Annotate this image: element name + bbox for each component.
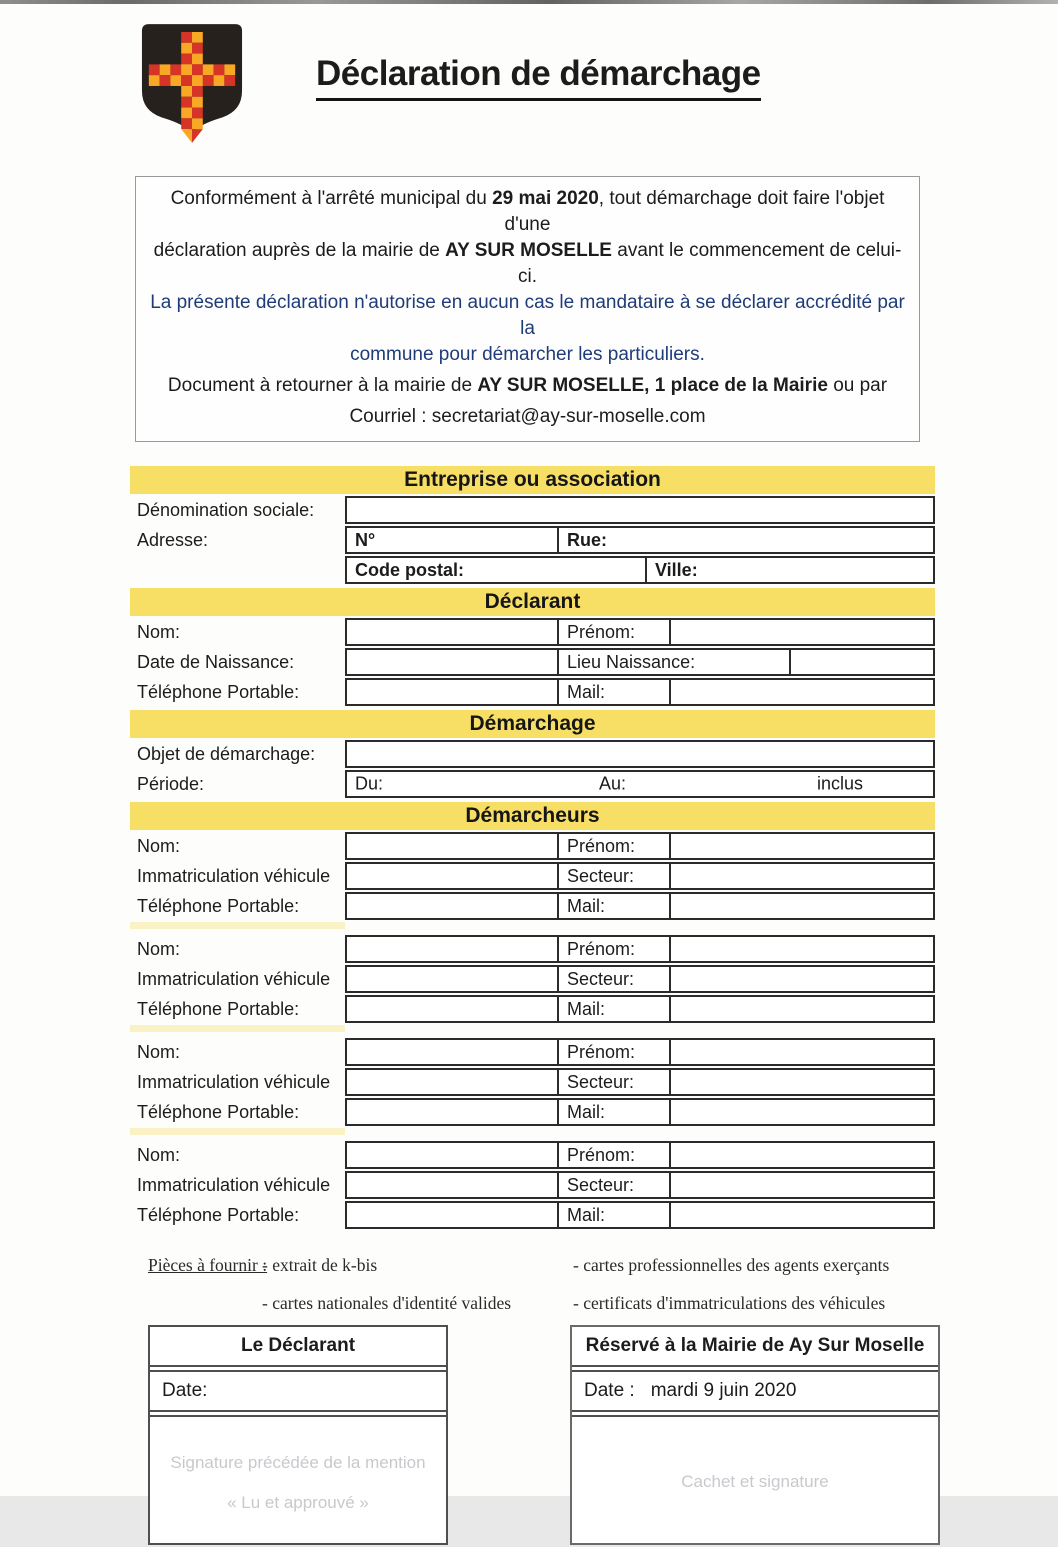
pieces-a-fournir — [0, 1253, 1058, 1317]
section-title: Démarchage — [469, 712, 596, 735]
intro-line-3: La présente déclaration n'autorise en aucun cas le mandataire à se déclarer accrédité par la — [150, 292, 905, 339]
input-nom — [347, 620, 557, 644]
input-prenom — [669, 1143, 933, 1167]
label-nom: Nom: — [137, 1144, 181, 1165]
label-nom: Nom: — [137, 1041, 181, 1062]
label-adresse: Adresse: — [137, 529, 209, 550]
label-prenom: Prénom: — [557, 937, 669, 961]
input-nom — [347, 937, 557, 961]
input-secteur — [669, 1070, 933, 1094]
declarant-date-label: Date: — [162, 1380, 208, 1401]
label-secteur: Secteur: — [557, 1070, 669, 1094]
demarcheur-block — [130, 1038, 935, 1139]
row-demarcheur-nom — [130, 1038, 935, 1066]
label-mail: Mail: — [557, 680, 669, 704]
document-header — [140, 0, 1058, 146]
input-objet — [347, 742, 933, 766]
input-immatriculation — [347, 967, 557, 991]
section-header-declarant — [130, 588, 935, 616]
label-au: Au: — [599, 773, 627, 794]
label-prenom: Prénom: — [557, 1040, 669, 1064]
label-lieu-naissance: Lieu Naissance: — [557, 650, 789, 674]
row-demarcheur-telephone — [130, 1098, 935, 1126]
input-prenom — [669, 1040, 933, 1064]
label-mail: Mail: — [557, 1203, 669, 1227]
label-numero: N° — [355, 529, 376, 550]
demarcheur-block — [130, 832, 935, 933]
input-lieu-naissance — [789, 650, 933, 674]
input-secteur — [669, 967, 933, 991]
declarant-signature-area — [150, 1415, 446, 1543]
label-telephone: Téléphone Portable: — [137, 1204, 300, 1225]
section-title: Entreprise ou association — [404, 468, 661, 491]
declarant-box-title: Le Déclarant — [150, 1327, 446, 1367]
label-telephone: Téléphone Portable: — [137, 895, 300, 916]
section-header-entreprise — [130, 466, 935, 494]
input-mail — [669, 1203, 933, 1227]
input-mail — [669, 894, 933, 918]
input-mail — [669, 997, 933, 1021]
pieces-title: Pièces à fournir : — [148, 1255, 268, 1275]
label-secteur: Secteur: — [557, 864, 669, 888]
label-secteur: Secteur: — [557, 967, 669, 991]
label-secteur: Secteur: — [557, 1173, 669, 1197]
block-gap — [130, 920, 935, 933]
input-denomination — [347, 498, 933, 522]
input-secteur — [669, 1173, 933, 1197]
input-prenom — [669, 834, 933, 858]
label-telephone: Téléphone Portable: — [137, 1101, 300, 1122]
pieces-item-cni: - cartes nationales d'identité valides — [262, 1293, 512, 1313]
input-mail — [669, 1100, 933, 1124]
mairie-reserved-box — [570, 1325, 940, 1545]
input-immatriculation — [347, 1070, 557, 1094]
label-telephone: Téléphone Portable: — [137, 998, 300, 1019]
label-immatriculation: Immatriculation véhicule — [137, 968, 331, 989]
label-telephone: Téléphone Portable: — [137, 681, 300, 702]
mairie-box-title: Réservé à la Mairie de Ay Sur Moselle — [572, 1327, 938, 1367]
mairie-date-row — [572, 1370, 938, 1412]
pieces-item-certificats: - certificats d'immatriculations des véhicules — [573, 1293, 886, 1313]
input-prenom — [669, 620, 933, 644]
label-prenom: Prénom: — [557, 1143, 669, 1167]
input-telephone — [347, 894, 557, 918]
demarcheur-block — [130, 935, 935, 1036]
section-title: Démarcheurs — [465, 804, 600, 827]
label-immatriculation: Immatriculation véhicule — [137, 865, 331, 886]
row-declarant-naissance — [130, 648, 935, 676]
mairie-stamp-area — [572, 1415, 938, 1543]
stamp-note: Cachet et signature — [681, 1472, 829, 1492]
input-prenom — [669, 937, 933, 961]
label-objet: Objet de démarchage: — [137, 743, 316, 764]
intro-line-6: Courriel : secretariat@ay-sur-moselle.com — [349, 406, 706, 427]
input-immatriculation — [347, 1173, 557, 1197]
town-crest-icon — [140, 22, 244, 146]
pieces-item-cartes-pro: - cartes professionnelles des agents exerçants — [573, 1255, 890, 1275]
input-periode — [347, 772, 933, 796]
label-periode: Période: — [137, 773, 205, 794]
row-periode — [130, 770, 935, 798]
label-ville: Ville: — [645, 558, 933, 582]
section-header-demarcheurs — [130, 802, 935, 830]
label-prenom: Prénom: — [557, 620, 669, 644]
page-title: Déclaration de démarchage — [316, 54, 761, 101]
input-nom — [347, 1040, 557, 1064]
intro-notice — [135, 176, 920, 442]
row-declarant-nom — [130, 618, 935, 646]
label-date-naissance: Date de Naissance: — [137, 651, 295, 672]
row-demarcheur-telephone — [130, 1201, 935, 1229]
declarant-date-row — [150, 1370, 446, 1412]
block-gap — [130, 1023, 935, 1036]
input-telephone — [347, 1100, 557, 1124]
row-demarcheur-nom — [130, 1141, 935, 1169]
scan-highlight-artifact — [130, 1128, 345, 1135]
row-demarcheur-immatriculation — [130, 1068, 935, 1096]
input-mail — [669, 680, 933, 704]
declarant-signature-box — [148, 1325, 448, 1545]
row-demarcheur-immatriculation — [130, 862, 935, 890]
input-telephone — [347, 997, 557, 1021]
row-code-postal-ville — [130, 556, 935, 584]
input-telephone — [347, 1203, 557, 1227]
row-denomination — [130, 496, 935, 524]
demarcheur-block — [130, 1141, 935, 1229]
demarcheurs-blocks — [130, 832, 935, 1229]
label-code-postal: Code postal: — [355, 559, 465, 580]
intro-line-1: Conformément à l'arrêté municipal du 29 mai 2020, tout démarchage doit faire l'objet d'une — [170, 188, 885, 235]
label-mail: Mail: — [557, 1100, 669, 1124]
label-prenom: Prénom: — [557, 834, 669, 858]
label-nom: Nom: — [137, 621, 181, 642]
input-nom — [347, 834, 557, 858]
mairie-date-value: mardi 9 juin 2020 — [650, 1380, 797, 1401]
scan-artifact-line — [0, 0, 1058, 4]
input-secteur — [669, 864, 933, 888]
label-empty — [130, 556, 345, 584]
label-immatriculation: Immatriculation véhicule — [137, 1071, 331, 1092]
input-telephone — [347, 680, 557, 704]
pieces-item-kbis: - extrait de k-bis — [262, 1255, 378, 1275]
signature-note-line-2: « Lu et approuvé » — [227, 1493, 369, 1512]
row-demarcheur-nom — [130, 832, 935, 860]
mairie-date-label: Date : — [584, 1380, 635, 1401]
label-immatriculation: Immatriculation véhicule — [137, 1174, 331, 1195]
signature-section — [0, 1325, 1058, 1547]
signature-note-line-1: Signature précédée de la mention — [170, 1453, 426, 1472]
scan-highlight-artifact — [130, 922, 345, 929]
block-gap — [130, 1126, 935, 1139]
input-immatriculation — [347, 864, 557, 888]
input-date-naissance — [347, 650, 557, 674]
row-declarant-telephone — [130, 678, 935, 706]
row-demarcheur-immatriculation — [130, 965, 935, 993]
intro-line-2: déclaration auprès de la mairie de AY SUR MOSELLE avant le commencement de celui-ci. — [153, 240, 902, 287]
row-demarcheur-telephone — [130, 995, 935, 1023]
row-objet — [130, 740, 935, 768]
label-mail: Mail: — [557, 894, 669, 918]
label-mail: Mail: — [557, 997, 669, 1021]
declaration-form — [130, 466, 935, 1229]
label-inclus: inclus — [817, 773, 864, 794]
intro-line-4: commune pour démarcher les particuliers. — [350, 344, 705, 365]
label-rue: Rue: — [557, 528, 933, 552]
label-nom: Nom: — [137, 835, 181, 856]
label-denomination: Dénomination sociale: — [137, 499, 315, 520]
row-adresse — [130, 526, 935, 554]
row-demarcheur-telephone — [130, 892, 935, 920]
section-title: Déclarant — [484, 590, 581, 613]
label-du: Du: — [355, 773, 384, 794]
section-header-demarchage — [130, 710, 935, 738]
label-nom: Nom: — [137, 938, 181, 959]
intro-line-5: Document à retourner à la mairie de AY SUR MOSELLE, 1 place de la Mairie ou par — [167, 375, 888, 396]
scan-highlight-artifact — [130, 1025, 345, 1032]
row-demarcheur-nom — [130, 935, 935, 963]
input-nom — [347, 1143, 557, 1167]
row-demarcheur-immatriculation — [130, 1171, 935, 1199]
